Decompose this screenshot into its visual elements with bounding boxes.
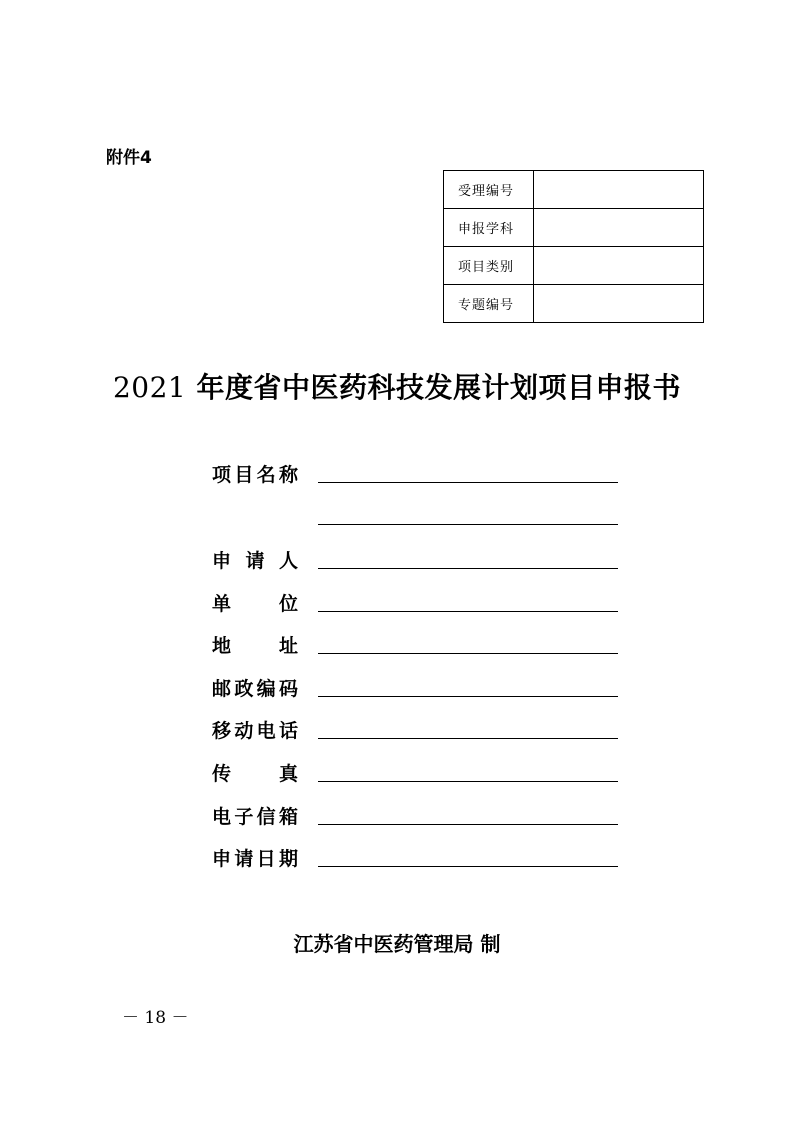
- form-row-project-name: [212, 460, 618, 486]
- office-use-table: [443, 170, 704, 323]
- label-char: 话: [278, 720, 298, 742]
- label-char: 电: [212, 806, 232, 828]
- applicant-field[interactable]: [318, 568, 618, 569]
- title-year: 2021: [112, 371, 187, 404]
- title-text: 年度省中医药科技发展计划项目申报书: [196, 371, 682, 404]
- label-char: 目: [234, 464, 254, 486]
- postal-code-field[interactable]: [318, 696, 618, 697]
- project-name-label: [212, 460, 298, 487]
- issuer-line: 江苏省中医药管理局 制: [293, 932, 501, 956]
- document-title: [0, 366, 794, 406]
- label-char: 项: [212, 464, 232, 486]
- label-char: 申: [212, 550, 232, 572]
- label-char: 信: [256, 806, 276, 828]
- label-char: 请: [234, 848, 254, 870]
- form-row-apply-date: [212, 844, 618, 870]
- label-char: 单: [212, 593, 232, 615]
- label-char: 申: [212, 848, 232, 870]
- form-row-postal-code: [212, 674, 618, 700]
- acceptance-number-label: 受理编号: [444, 171, 534, 209]
- label-char: 箱: [278, 806, 298, 828]
- label-char: 请: [245, 550, 265, 572]
- label-char: 人: [278, 550, 298, 572]
- mobile-field[interactable]: [318, 738, 618, 739]
- project-name-continuation-field[interactable]: [318, 524, 618, 525]
- label-char: 址: [278, 635, 298, 657]
- label-char: 名: [256, 464, 276, 486]
- address-field[interactable]: [318, 653, 618, 654]
- label-char: 传: [212, 763, 232, 785]
- label-char: 日: [256, 848, 276, 870]
- form-row-email: [212, 802, 618, 828]
- email-field[interactable]: [318, 824, 618, 825]
- table-row: [444, 285, 704, 323]
- form-row-mobile: [212, 716, 618, 742]
- label-char: 政: [234, 678, 254, 700]
- fax-label: [212, 759, 298, 786]
- label-char: 邮: [212, 678, 232, 700]
- acceptance-number-field[interactable]: [534, 171, 704, 209]
- form-row-applicant: [212, 546, 618, 572]
- label-char: 地: [212, 635, 232, 657]
- apply-date-field[interactable]: [318, 866, 618, 867]
- project-name-field[interactable]: [318, 482, 618, 483]
- project-category-label: 项目类别: [444, 247, 534, 285]
- label-char: 期: [278, 848, 298, 870]
- topic-number-label: 专题编号: [444, 285, 534, 323]
- table-row: [444, 171, 704, 209]
- form-row-fax: [212, 759, 618, 785]
- discipline-label: 申报学科: [444, 209, 534, 247]
- table-row: [444, 209, 704, 247]
- label-char: 位: [278, 593, 298, 615]
- label-char: 子: [234, 806, 254, 828]
- label-char: 移: [212, 720, 232, 742]
- unit-field[interactable]: [318, 611, 618, 612]
- form-row-address: [212, 631, 618, 657]
- discipline-field[interactable]: [534, 209, 704, 247]
- label-char: 真: [278, 763, 298, 785]
- label-char: 动: [234, 720, 254, 742]
- address-label: [212, 631, 298, 658]
- form-row-project-name-cont: [212, 502, 618, 528]
- label-char: 电: [256, 720, 276, 742]
- label-char: 称: [278, 464, 298, 486]
- postal-code-label: [212, 674, 298, 701]
- applicant-label: [212, 546, 298, 573]
- form-row-unit: [212, 589, 618, 615]
- mobile-label: [212, 716, 298, 743]
- table-row: [444, 247, 704, 285]
- apply-date-label: [212, 844, 298, 871]
- attachment-label: 附件4: [106, 148, 152, 168]
- label-char: 码: [278, 678, 298, 700]
- label-char: 编: [256, 678, 276, 700]
- topic-number-field[interactable]: [534, 285, 704, 323]
- fax-field[interactable]: [318, 781, 618, 782]
- page-number: － 18 －: [122, 1008, 189, 1028]
- project-category-field[interactable]: [534, 247, 704, 285]
- email-label: [212, 802, 298, 829]
- unit-label: [212, 589, 298, 616]
